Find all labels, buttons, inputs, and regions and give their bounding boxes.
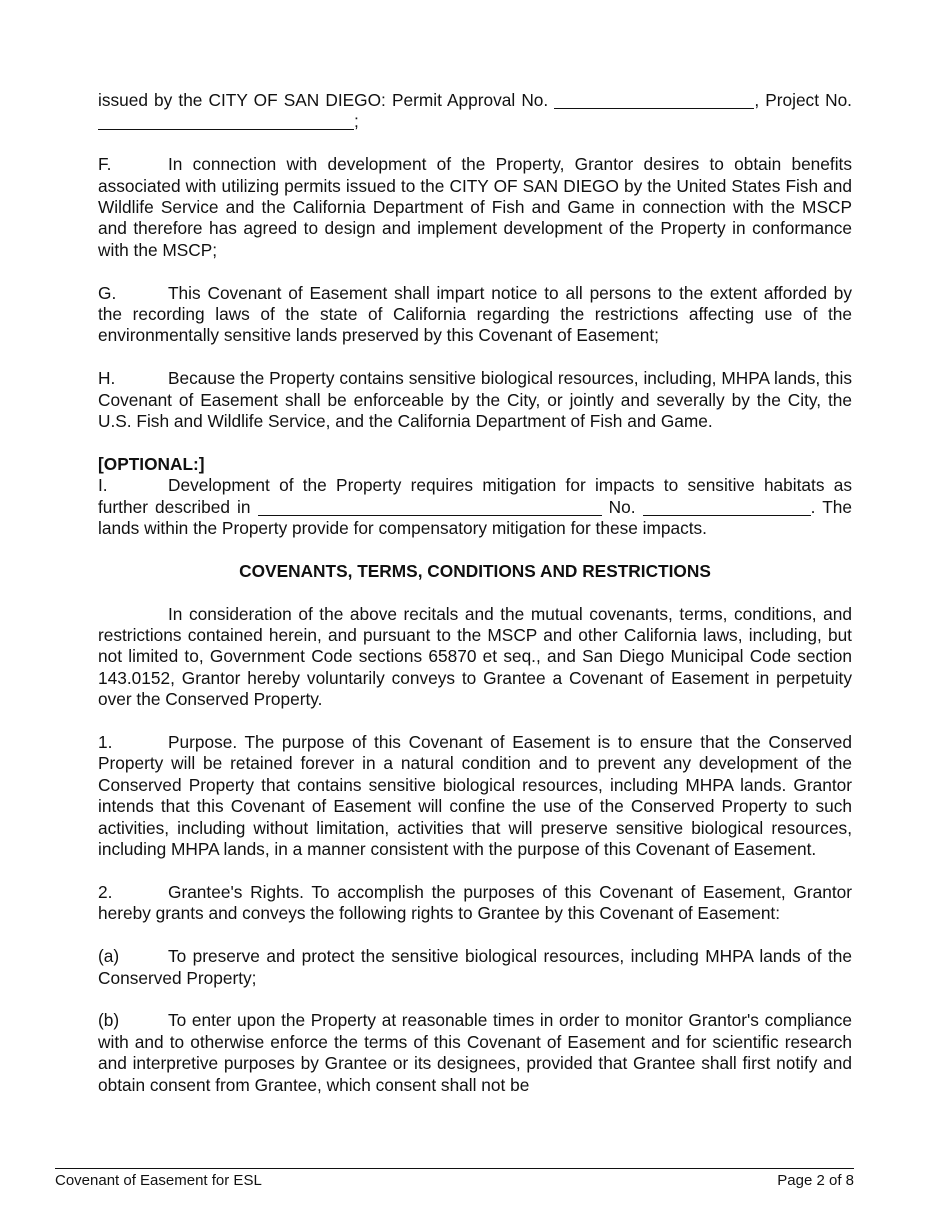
recital-g-text: This Covenant of Easement shall impart notice to all persons to the extent afforded by the recording laws of the state of California regarding the restrictions affecting use of the environmentally sensitive lands preserved by this Covenant of Easement; xyxy=(98,282,852,346)
page-footer xyxy=(55,1168,854,1189)
recital-f xyxy=(98,154,852,261)
item-a-text: To preserve and protect the sensitive biological resources, including MHPA lands of the Conserved Property; xyxy=(98,946,852,988)
described-in-blank xyxy=(258,499,602,516)
section-2-label: 2. xyxy=(98,881,113,902)
recital-e-text-3: ; xyxy=(354,111,359,132)
permit-approval-blank xyxy=(554,92,754,109)
section-2-grantee-rights xyxy=(98,882,852,925)
recital-g xyxy=(98,283,852,347)
section-2-text: Grantee's Rights. To accomplish the purposes of this Covenant of Easement, Grantor hereby grants and conveys the following rights to Grantee by this Covenant of Easement: xyxy=(98,881,852,924)
recital-i-text-2: No. xyxy=(608,496,636,517)
recital-e-text-1: issued by the CITY OF SAN DIEGO: Permit Approval No. xyxy=(98,90,549,110)
document-number-blank xyxy=(643,499,811,516)
item-b-label: (b) xyxy=(98,1010,120,1031)
recital-h-label: H. xyxy=(98,368,116,389)
recital-i-text-3: . The lands within the Property provide for compensatory mitigation for these impacts. xyxy=(98,496,852,539)
footer-document-title: Covenant of Easement for ESL xyxy=(55,1172,262,1189)
project-number-blank xyxy=(98,113,354,130)
recital-f-text: In connection with development of the Property, Grantor desires to obtain benefits associated with utilizing permits issued to the CITY OF SAN DIEGO by the United States Fish and Wildlife Service and the California Department of Fish and Game in connection with the MSCP and therefore has agreed to design and implement development of the Property in conformance with the MSCP; xyxy=(98,154,852,260)
optional-heading: [OPTIONAL:] xyxy=(98,453,205,474)
item-b xyxy=(98,1010,852,1096)
recital-g-label: G. xyxy=(98,282,117,303)
recital-i xyxy=(98,475,852,539)
recital-e-text-2: , Project No. xyxy=(754,90,852,110)
recital-i-label: I. xyxy=(98,475,108,496)
recital-e-continuation xyxy=(98,90,852,133)
section-1-purpose xyxy=(98,732,852,860)
item-a xyxy=(98,946,852,989)
item-b-text: To enter upon the Property at reasonable times in order to monitor Grantor's compliance with and to otherwise enforce the terms of this Covenant of Easement and for scientific research and interpretive purposes by Grantee or its designees, provided that Grantee shall first notify and obtain consent from Grantee, which consent shall not be xyxy=(98,1010,852,1095)
recital-i-text-1: Development of the Property requires mitigation for impacts to sensitive habitats as further described in xyxy=(98,475,852,517)
footer-page-number: Page 2 of 8 xyxy=(777,1172,854,1189)
recital-f-label: F. xyxy=(98,154,112,175)
section-1-label: 1. xyxy=(98,732,113,753)
item-a-label: (a) xyxy=(98,946,120,967)
recital-h-text: Because the Property contains sensitive biological resources, including, MHPA lands, this Covenant of Easement shall be enforceable by the City, or jointly and severally by the City, the U.S. Fish and Wildlife Service, and the California Department of Fish and Game. xyxy=(98,368,852,432)
section-1-text: Purpose. The purpose of this Covenant of Easement is to ensure that the Conserved Property will be retained forever in a natural condition and to prevent any development of the Conserved Property that contains sensitive biological resources, including MHPA lands. Grantor intends that this Covenant of Easement will confine the use of the Conserved Property to such activities, including without limitation, activities that will preserve sensitive biological resources, including MHPA lands, in a manner consistent with the purpose of this Covenant of Easement. xyxy=(98,732,852,860)
document-page xyxy=(98,90,852,1096)
consideration-paragraph: In consideration of the above recitals and the mutual covenants, terms, conditions, and restrictions contained herein, and pursuant to the MSCP and other California laws, including, but not limited to, Government Code sections 65870 et seq., and San Diego Municipal Code section 143.0152, Grantor hereby voluntarily conveys to Grantee a Covenant of Easement in perpetuity over the Conserved Property. xyxy=(98,603,852,710)
recital-h xyxy=(98,368,852,432)
section-heading: COVENANTS, TERMS, CONDITIONS AND RESTRICTIONS xyxy=(239,560,711,581)
